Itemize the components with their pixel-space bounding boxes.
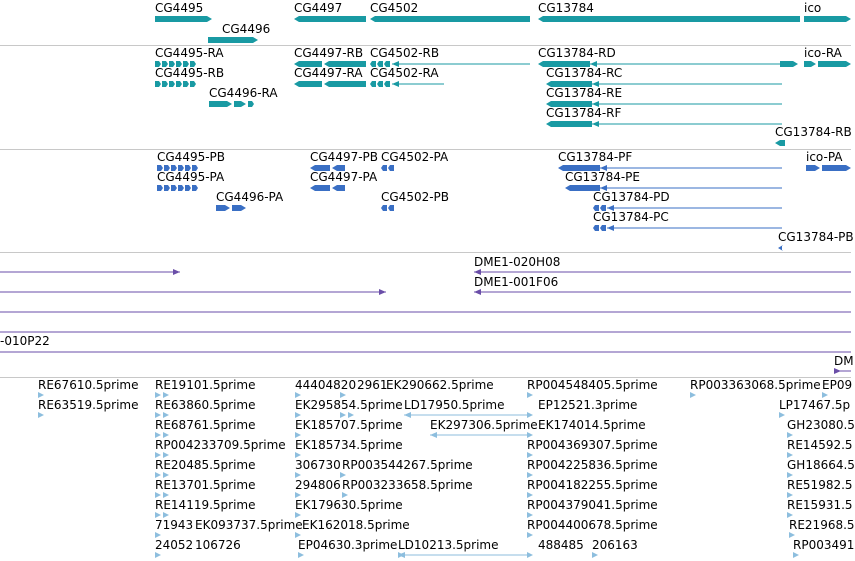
arrow-head[interactable]	[607, 225, 614, 231]
transcript-label[interactable]: CG4502-RB	[370, 46, 440, 60]
est-label[interactable]: LD17950.5prime	[404, 398, 505, 412]
est-label[interactable]: RE51982.5	[787, 478, 853, 492]
protein-label[interactable]: CG4495-PA	[157, 170, 225, 184]
est-glyph[interactable]	[527, 532, 533, 538]
est-label[interactable]: EK290662.5prime	[386, 378, 494, 392]
est-label[interactable]: 488485	[538, 538, 584, 552]
arrow-head[interactable]	[392, 81, 399, 87]
protein-label[interactable]: CG13784-PE	[565, 170, 640, 184]
transcript-label[interactable]: CG4497-RB	[294, 46, 364, 60]
exon-block[interactable]	[164, 185, 170, 191]
feature-glyph[interactable]	[822, 165, 851, 171]
est-glyph[interactable]	[793, 552, 799, 558]
gene-label[interactable]: CG4496	[222, 22, 271, 36]
clone-label[interactable]: DME1-001F06	[474, 275, 559, 289]
transcript-label[interactable]: CG13784-RC	[546, 66, 623, 80]
exon-block[interactable]	[593, 225, 599, 231]
feature-glyph[interactable]	[294, 81, 322, 87]
est-label[interactable]: RE13701.5prime	[155, 478, 256, 492]
est-label[interactable]: EK185707.5prime	[295, 418, 403, 432]
est-label[interactable]: EK295854.5prime	[295, 398, 403, 412]
est-label[interactable]: GH23080.5	[787, 418, 855, 432]
exon-block[interactable]	[190, 81, 196, 87]
transcript-label[interactable]: CG4502-RA	[370, 66, 439, 80]
exon-block[interactable]	[192, 185, 198, 191]
clone-label[interactable]: DME1-020H08	[474, 255, 561, 269]
protein-label[interactable]: CG13784-PC	[593, 210, 669, 224]
exon-block[interactable]	[388, 165, 394, 171]
est-label[interactable]: 24052	[155, 538, 194, 552]
gene-label[interactable]: ico	[804, 1, 822, 15]
feature-glyph[interactable]	[804, 16, 851, 22]
transcript-label[interactable]: CG13784-RD	[538, 46, 616, 60]
est-label[interactable]: EK162018.5prime	[302, 518, 410, 532]
clone-label[interactable]: -010P22	[0, 334, 50, 348]
protein-label[interactable]: CG13784-PF	[558, 150, 633, 164]
protein-label[interactable]: CG4496-PA	[216, 190, 284, 204]
transcript-label[interactable]: CG13784-RB	[775, 125, 852, 139]
est-glyph[interactable]	[298, 552, 304, 558]
exon-block[interactable]	[176, 81, 182, 87]
est-label[interactable]: RE14119.5prime	[155, 498, 256, 512]
est-label[interactable]: LP17467.5p	[779, 398, 851, 412]
est-label[interactable]: LD10213.5prime	[398, 538, 499, 552]
gene-label[interactable]: CG13784	[538, 1, 594, 15]
est-label[interactable]: 71943	[155, 518, 194, 532]
protein-label[interactable]: CG4497-PB	[310, 150, 379, 164]
protein-label[interactable]: CG4495-PB	[157, 150, 226, 164]
arrow-head[interactable]	[430, 432, 437, 438]
est-label[interactable]: RP004182255.5prime	[527, 478, 658, 492]
est-label[interactable]: EP04630.3prime	[298, 538, 398, 552]
est-label[interactable]: EK185734.5prime	[295, 438, 403, 452]
arrow-head[interactable]	[404, 412, 411, 418]
est-label[interactable]: RE63519.5prime	[38, 398, 139, 412]
est-label[interactable]: 206163	[592, 538, 638, 552]
arrow-head[interactable]	[173, 269, 180, 275]
est-label[interactable]: RP004225836.5prime	[527, 458, 658, 472]
feature-glyph[interactable]	[778, 245, 783, 251]
feature-glyph[interactable]	[310, 185, 330, 191]
est-label[interactable]: 306730	[295, 458, 341, 472]
feature-glyph[interactable]	[775, 140, 785, 146]
feature-glyph[interactable]	[804, 61, 816, 67]
est-label[interactable]: RP004369307.5prime	[527, 438, 658, 452]
feature-glyph[interactable]	[806, 165, 820, 171]
transcript-label[interactable]: CG4495-RB	[155, 66, 225, 80]
est-label[interactable]: RP003491	[793, 538, 855, 552]
exon-block[interactable]	[377, 81, 383, 87]
protein-label[interactable]: CG13784-PB	[778, 230, 854, 244]
feature-glyph[interactable]	[216, 205, 230, 211]
est-label[interactable]: RE63860.5prime	[155, 398, 256, 412]
feature-glyph[interactable]	[155, 16, 212, 22]
est-label[interactable]: RE15931.5	[787, 498, 853, 512]
est-label[interactable]: RE21968.5	[789, 518, 855, 532]
est-label[interactable]: RP003363068.5prime	[690, 378, 821, 392]
protein-label[interactable]: ico-PA	[806, 150, 843, 164]
est-label[interactable]: EK297306.5prime	[430, 418, 538, 432]
feature-glyph[interactable]	[780, 61, 798, 67]
protein-label[interactable]: CG4502-PB	[381, 190, 450, 204]
est-label[interactable]: 294806	[295, 478, 341, 492]
est-label[interactable]: EK174014.5prime	[538, 418, 646, 432]
transcript-label[interactable]: CG4497-RA	[294, 66, 363, 80]
exon-block[interactable]	[370, 81, 376, 87]
feature-glyph[interactable]	[324, 81, 366, 87]
exon-block[interactable]	[381, 165, 387, 171]
est-glyph[interactable]	[779, 412, 785, 418]
exon-block[interactable]	[183, 81, 189, 87]
est-glyph[interactable]	[592, 552, 598, 558]
feature-glyph[interactable]	[234, 101, 246, 107]
est-label[interactable]: 2961	[357, 378, 388, 392]
exon-block[interactable]	[600, 225, 606, 231]
exon-block[interactable]	[171, 185, 177, 191]
exon-block[interactable]	[162, 81, 168, 87]
exon-block[interactable]	[155, 81, 161, 87]
est-glyph[interactable]	[690, 392, 696, 398]
clone-label[interactable]: DM	[834, 354, 854, 368]
est-label[interactable]: RP003233658.5prime	[342, 478, 473, 492]
est-label[interactable]: 106726	[195, 538, 241, 552]
est-glyph[interactable]	[527, 392, 533, 398]
est-label[interactable]: RE20485.5prime	[155, 458, 256, 472]
feature-glyph[interactable]	[538, 16, 800, 22]
est-label[interactable]: RE67610.5prime	[38, 378, 139, 392]
exon-block[interactable]	[248, 101, 254, 107]
transcript-label[interactable]: CG4495-RA	[155, 46, 224, 60]
est-label[interactable]: RP004379041.5prime	[527, 498, 658, 512]
gene-label[interactable]: CG4497	[294, 1, 343, 15]
est-label[interactable]: RP004400678.5prime	[527, 518, 658, 532]
feature-glyph[interactable]	[208, 37, 258, 43]
exon-block[interactable]	[169, 81, 175, 87]
est-label[interactable]: RP003544267.5prime	[342, 458, 473, 472]
est-glyph[interactable]	[38, 412, 44, 418]
transcript-label[interactable]: CG13784-RE	[546, 86, 623, 100]
protein-label[interactable]: CG4502-PA	[381, 150, 449, 164]
arrow-head[interactable]	[379, 289, 386, 295]
protein-label[interactable]: CG4497-PA	[310, 170, 378, 184]
est-label[interactable]: GH18664.5	[787, 458, 855, 472]
transcript-label[interactable]: ico-RA	[804, 46, 842, 60]
exon-block[interactable]	[185, 185, 191, 191]
est-label[interactable]: RE68761.5prime	[155, 418, 256, 432]
exon-block[interactable]	[178, 185, 184, 191]
transcript-label[interactable]: CG13784-RF	[546, 106, 622, 120]
feature-glyph[interactable]	[818, 61, 851, 67]
gene-label[interactable]: CG4495	[155, 1, 204, 15]
est-label[interactable]: RE14592.5	[787, 438, 853, 452]
est-label[interactable]: RP004233709.5prime	[155, 438, 286, 452]
est-label[interactable]: RP004548405.5prime	[527, 378, 658, 392]
arrow-head[interactable]	[474, 289, 481, 295]
exon-block[interactable]	[157, 185, 163, 191]
exon-block[interactable]	[384, 81, 390, 87]
est-label[interactable]: 44404820	[295, 378, 357, 392]
gene-label[interactable]: CG4502	[370, 1, 419, 15]
est-glyph[interactable]	[155, 552, 161, 558]
est-label[interactable]: RE19101.5prime	[155, 378, 256, 392]
transcript-label[interactable]: CG4496-RA	[209, 86, 278, 100]
est-label[interactable]: EK093737.5prime	[195, 518, 303, 532]
feature-glyph[interactable]	[546, 121, 592, 127]
exon-block[interactable]	[381, 205, 387, 211]
est-label[interactable]: EP09	[822, 378, 853, 392]
est-label[interactable]: EK179630.5prime	[295, 498, 403, 512]
protein-label[interactable]: CG13784-PD	[593, 190, 670, 204]
exon-block[interactable]	[388, 205, 394, 211]
feature-glyph[interactable]	[370, 16, 530, 22]
feature-glyph[interactable]	[209, 101, 232, 107]
feature-glyph[interactable]	[232, 205, 246, 211]
feature-glyph[interactable]	[294, 16, 366, 22]
arrow-head[interactable]	[592, 121, 599, 127]
feature-glyph[interactable]	[332, 185, 345, 191]
est-label[interactable]: EP12521.3prime	[538, 398, 638, 412]
